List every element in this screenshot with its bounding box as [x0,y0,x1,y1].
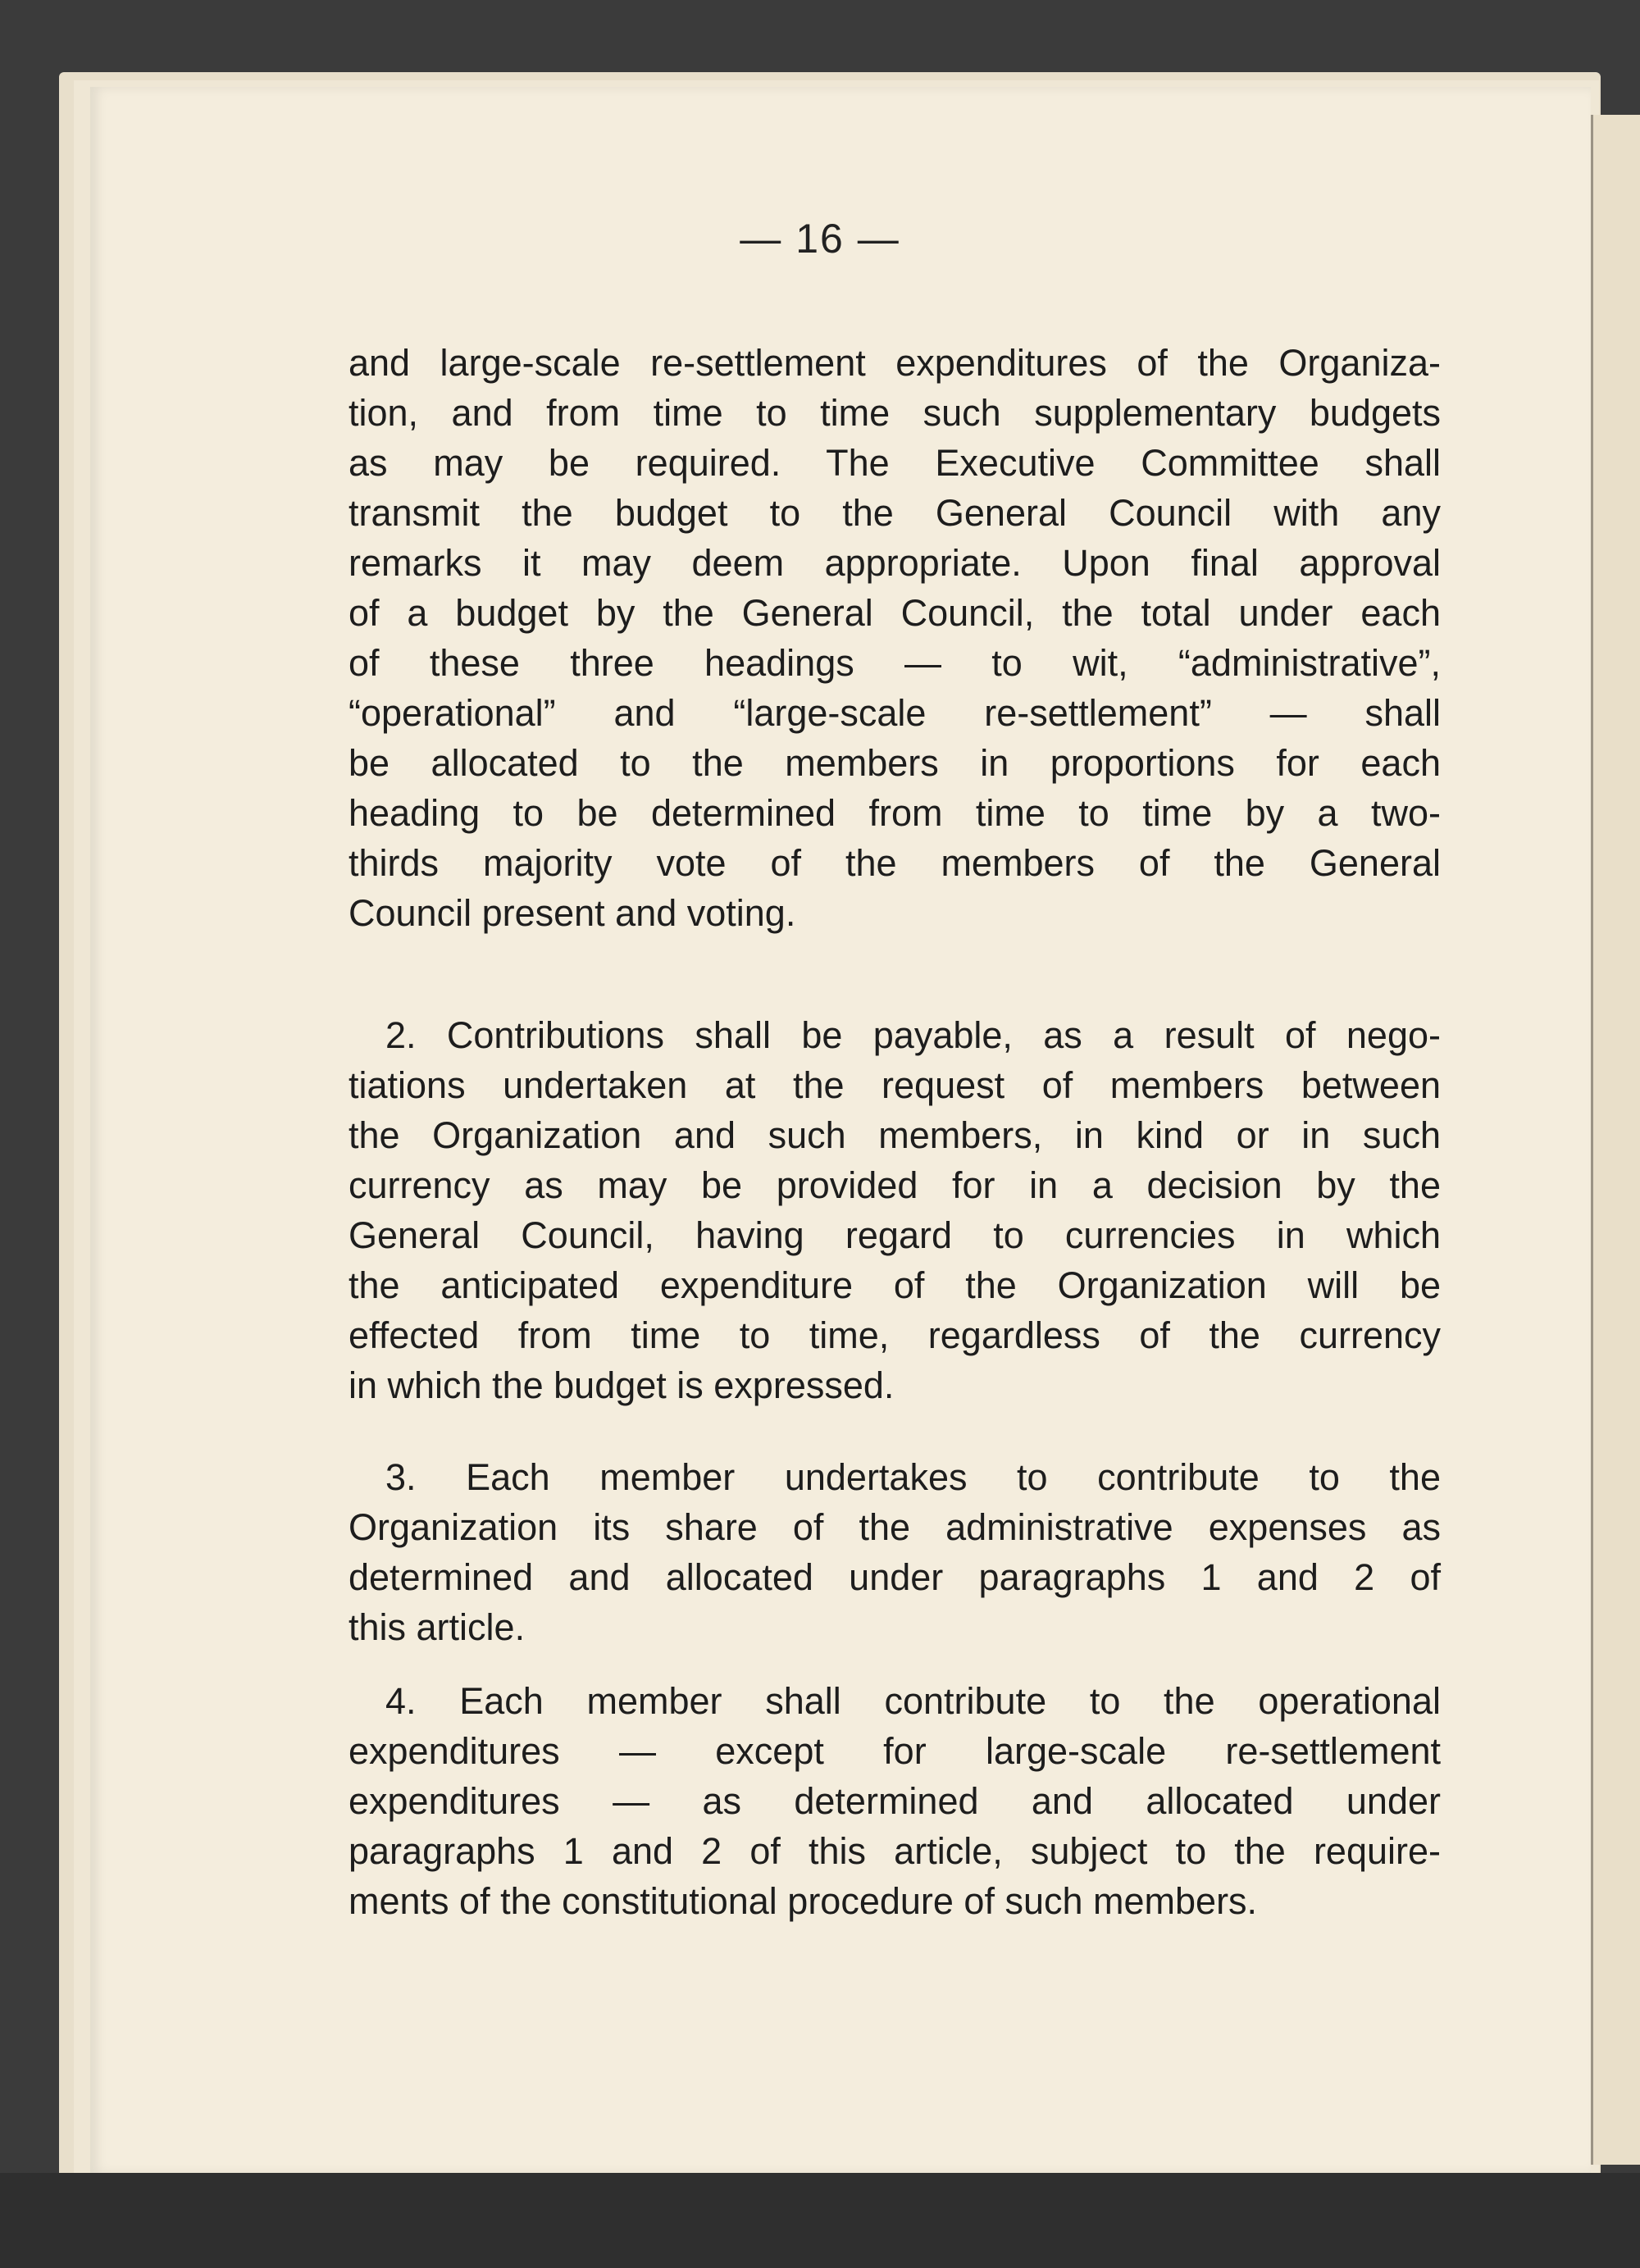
paragraph-3 [348,1452,1441,1652]
text-line: transmit the budget to the General Council with any [348,492,1441,534]
paragraph-2 [348,1010,1441,1410]
text-line: determined and allocated under paragraphs 1 and 2 of [348,1556,1441,1598]
text-line: tion, and from time to time such supplementary budgets [348,392,1441,434]
text-line: ments of the constitutional procedure of such members. [348,1880,1258,1922]
text-line: Council present and voting. [348,892,796,934]
text-line: the Organization and such members, in kind or in such [348,1114,1441,1156]
text-line: Organization its share of the administrative expenses as [348,1506,1441,1548]
text-line: and large-scale re-settlement expenditures of the Organiza- [348,342,1441,384]
text-line: General Council, having regard to currencies in which [348,1214,1441,1256]
text-line: expenditures — except for large-scale re-settlement [348,1730,1441,1772]
facing-page-edge [1591,115,1640,2165]
text-line: 3. Each member undertakes to contribute to the [385,1456,1441,1498]
text-line: thirds majority vote of the members of the General [348,842,1441,884]
text-line: 4. Each member shall contribute to the operational [385,1680,1441,1722]
background-bottom [0,2173,1640,2268]
text-line: 2. Contributions shall be payable, as a result of nego- [385,1014,1441,1056]
text-line: of a budget by the General Council, the total under each [348,592,1441,634]
text-line: currency as may be provided for in a decision by the [348,1164,1441,1206]
page-number: — 16 — [740,216,900,262]
text-line: the anticipated expenditure of the Organization will be [348,1264,1441,1306]
paragraph-1 [348,338,1441,938]
text-line: remarks it may deem appropriate. Upon final approval [348,542,1441,584]
text-line: be allocated to the members in proportions for each [348,742,1441,784]
text-line: in which the budget is expressed. [348,1364,895,1406]
text-line: as may be required. The Executive Committee shall [348,442,1441,484]
text-line: “operational” and “large-scale re-settlement” — shall [348,692,1441,734]
paragraph-4 [348,1676,1441,1926]
text-line: tiations undertaken at the request of members between [348,1064,1441,1106]
text-line: heading to be determined from time to time by a two- [348,792,1441,834]
text-line: this article. [348,1606,526,1648]
text-line: of these three headings — to wit, “administrative”, [348,642,1441,684]
text-line: paragraphs 1 and 2 of this article, subject to the require- [348,1830,1441,1872]
text-line: effected from time to time, regardless of the currency [348,1314,1441,1356]
text-line: expenditures — as determined and allocated under [348,1780,1441,1822]
